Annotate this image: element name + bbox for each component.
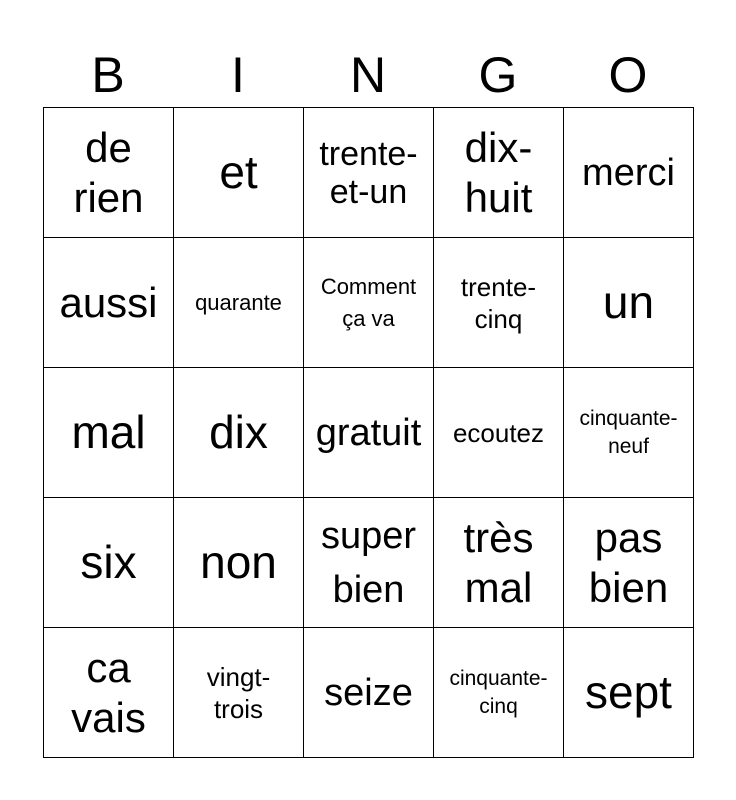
cell-text: très mal [463,513,534,611]
bingo-cell[interactable] [434,498,564,628]
header-letter-n: N [349,47,387,103]
bingo-cell[interactable] [174,498,304,628]
bingo-cell[interactable] [434,368,564,498]
cell-text: non [200,536,277,588]
bingo-cell[interactable] [564,498,694,628]
bingo-cell[interactable] [304,108,434,238]
cell-text: Comment ça va [320,273,417,331]
cell-text: seize [324,671,413,714]
cell-text: dix [209,406,268,458]
cell-text: cinquante-cinq [449,666,548,718]
cell-text: pas bien [588,513,669,611]
bingo-grid [43,107,694,758]
bingo-cell[interactable] [304,498,434,628]
bingo-cell[interactable] [44,498,174,628]
bingo-cell[interactable] [174,238,304,368]
cell-text: mal [71,406,146,458]
cell-text: ca vais [71,643,146,741]
bingo-cell[interactable] [174,628,304,758]
cell-text: de rien [73,123,144,221]
bingo-cell[interactable] [44,368,174,498]
bingo-cell[interactable] [434,108,564,238]
bingo-cell[interactable] [174,108,304,238]
cell-text: trente-cinq [460,271,537,334]
cell-text: gratuit [315,411,422,454]
bingo-cell[interactable] [44,238,174,368]
header-letter-o: O [608,47,648,103]
cell-text: super bien [320,514,417,611]
cell-text: trente-et-un [319,134,418,211]
cell-text: et [219,146,258,198]
cell-text: un [602,276,655,328]
cell-text: vingt-trois [206,661,271,724]
bingo-cell[interactable] [434,628,564,758]
cell-text: ecoutez [452,417,545,448]
header-letter-g: G [478,47,518,103]
bingo-cell[interactable] [434,238,564,368]
header-letter-i: I [231,47,245,103]
bingo-header [43,44,693,106]
bingo-cell[interactable] [44,628,174,758]
bingo-cell[interactable] [304,368,434,498]
cell-text: cinquante-neuf [579,406,678,458]
bingo-cell[interactable] [564,368,694,498]
cell-text: sept [585,666,672,718]
bingo-cell[interactable] [304,628,434,758]
cell-text: dix-huit [464,123,533,221]
bingo-cell[interactable] [174,368,304,498]
bingo-cell[interactable] [564,108,694,238]
bingo-cell[interactable] [564,238,694,368]
cell-text: aussi [59,278,158,326]
cell-text: merci [582,151,675,194]
header-letter-b: B [91,47,125,103]
bingo-cell[interactable] [564,628,694,758]
cell-text: six [80,536,137,588]
bingo-cell[interactable] [304,238,434,368]
bingo-cell[interactable] [44,108,174,238]
cell-text: quarante [195,289,282,315]
